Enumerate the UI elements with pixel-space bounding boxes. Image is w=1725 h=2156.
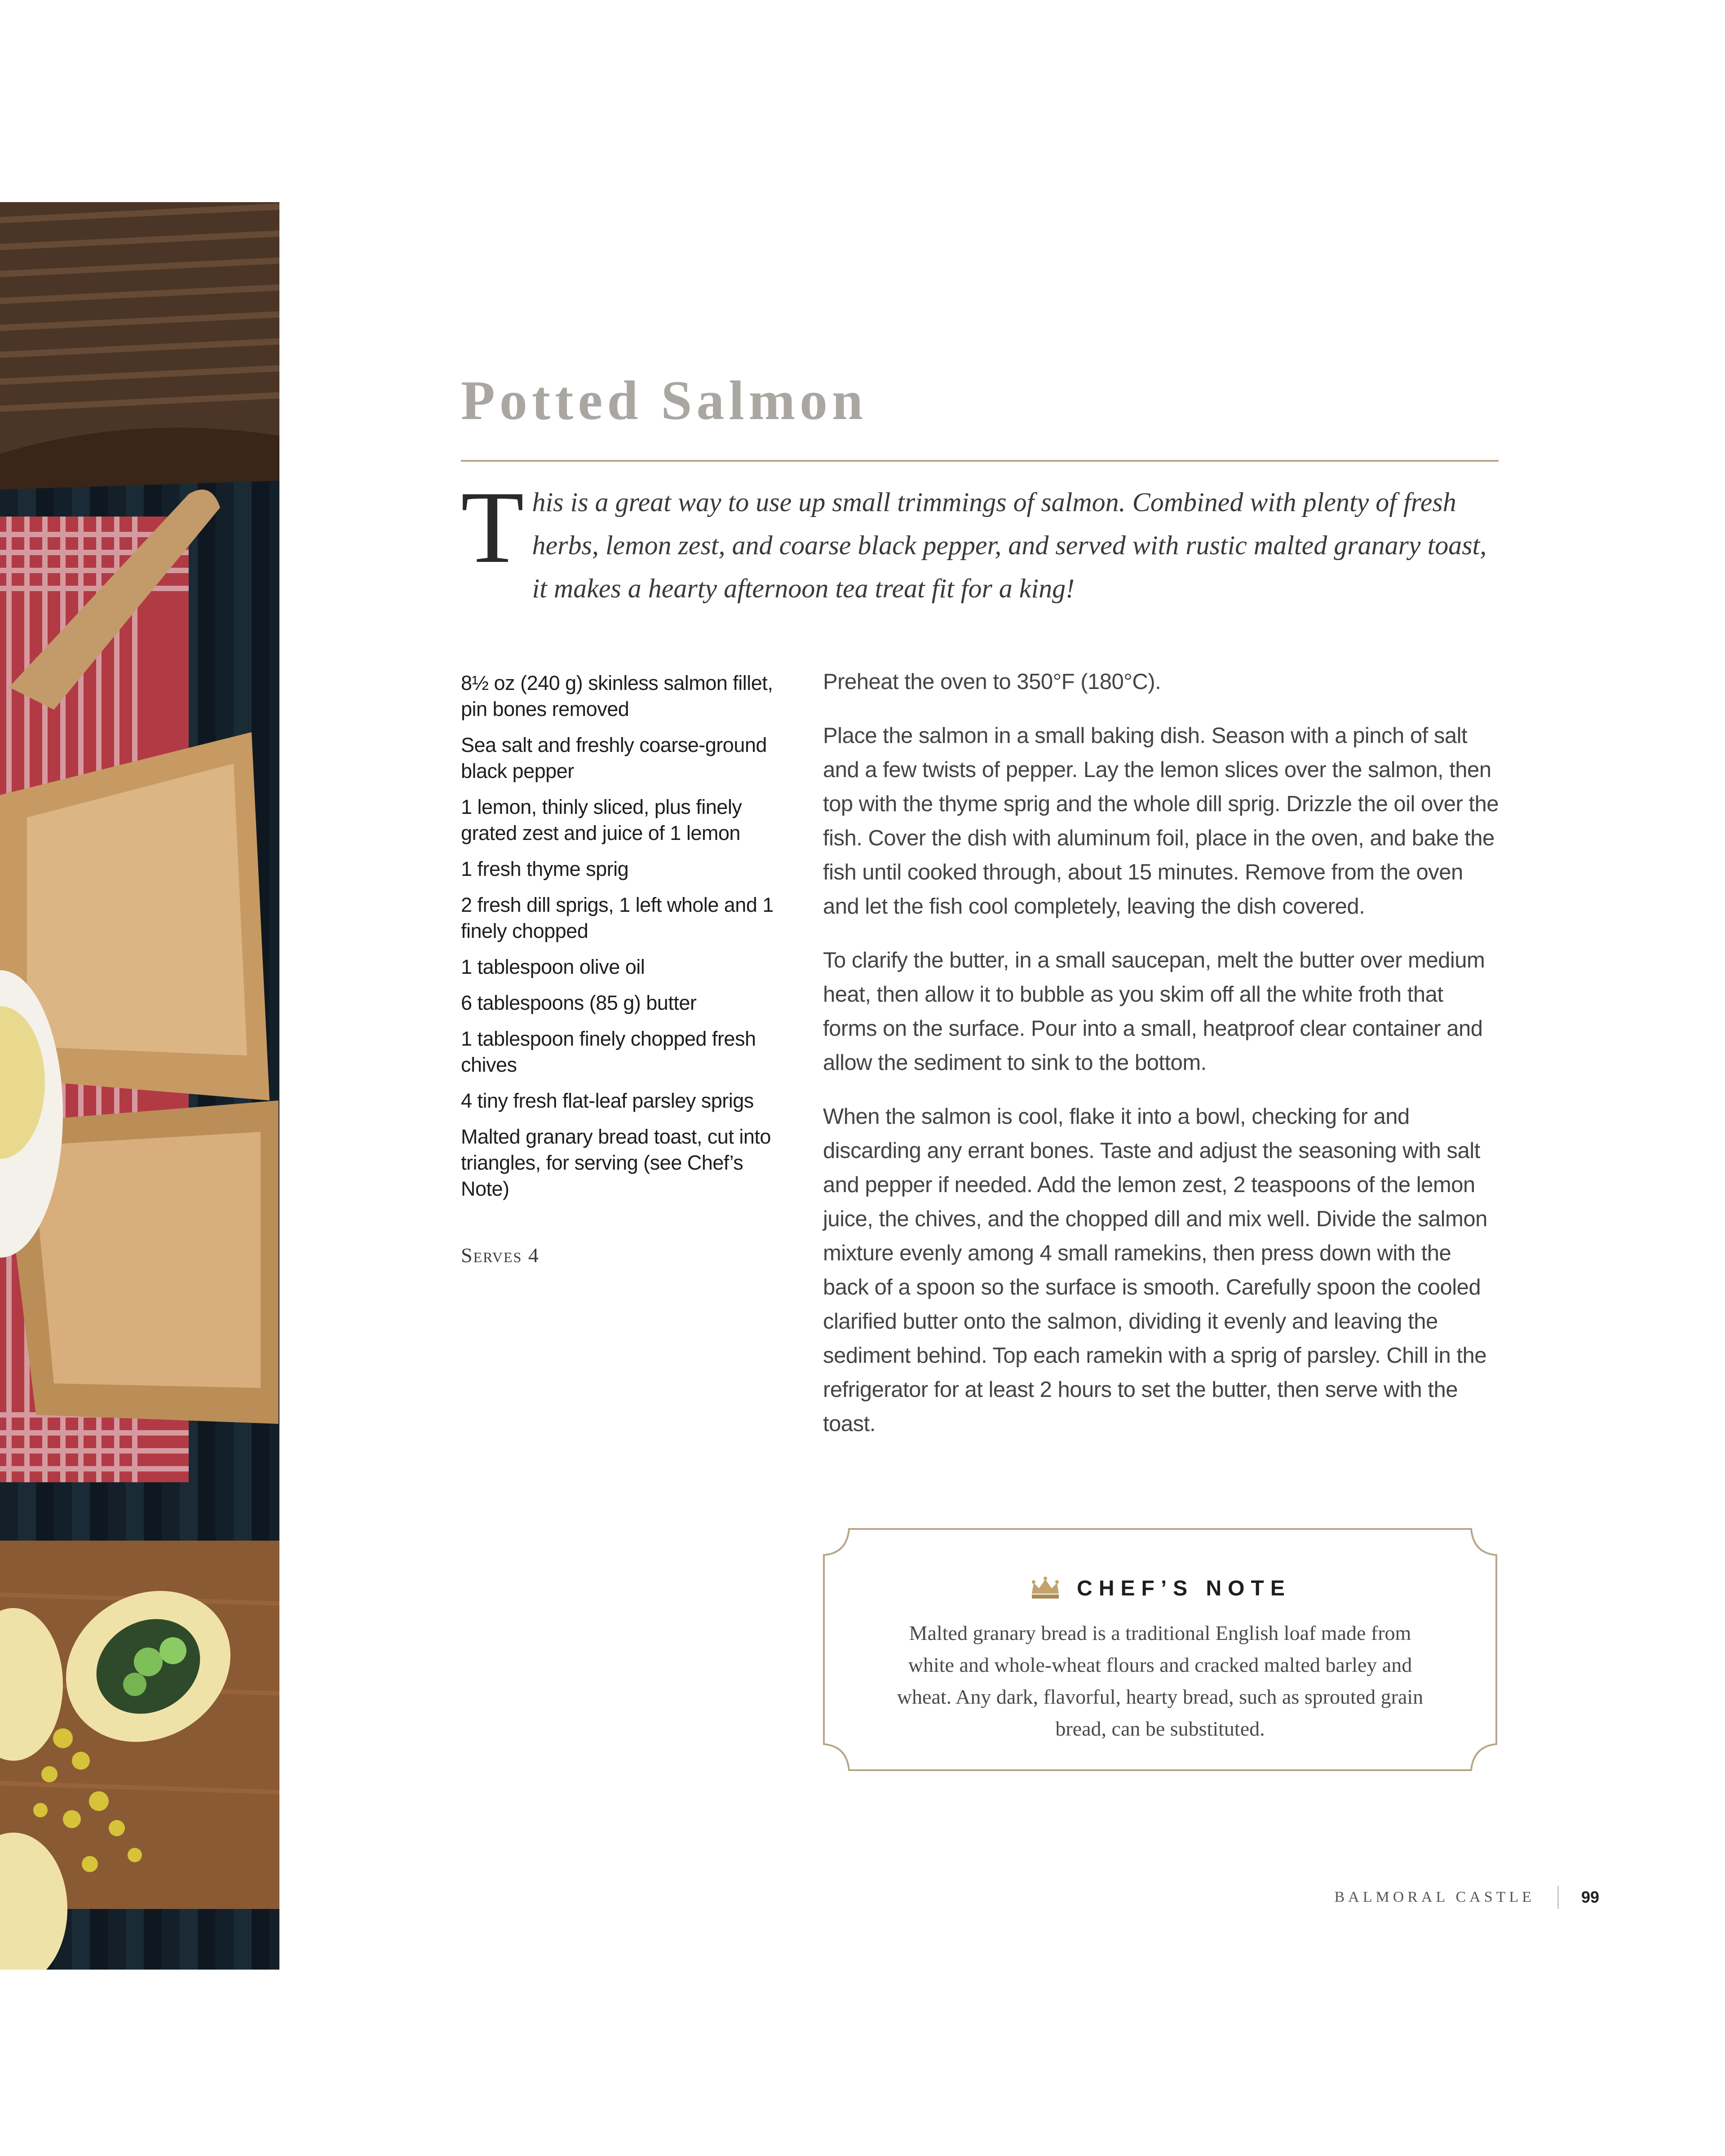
ingredient-item: 1 fresh thyme sprig bbox=[461, 857, 629, 880]
ingredient-item: 6 tablespoons (85 g) butter bbox=[461, 991, 697, 1014]
ingredients-list bbox=[461, 670, 784, 1212]
method-steps bbox=[823, 665, 1501, 1461]
intro-text: his is a great way to use up small trimmings of salmon. Combined with plenty of fresh herbs, lemon zest, and coarse black pepper, and served with rustic malted granary toast, it makes a hearty afternoon tea treat fit for a king! bbox=[532, 487, 1487, 603]
footer-divider bbox=[1557, 1886, 1559, 1909]
recipe-title: Potted Salmon bbox=[461, 370, 867, 431]
method-step: Preheat the oven to 350°F (180°C). bbox=[823, 670, 1161, 694]
ingredient-item: Malted granary bread toast, cut into triangles, for serving (see Chef’s Note) bbox=[461, 1125, 771, 1200]
ingredient-item: 2 fresh dill sprigs, 1 left whole and 1 finely chopped bbox=[461, 893, 774, 942]
note-title: CHEF’S NOTE bbox=[1077, 1576, 1291, 1600]
ingredient-item: 4 tiny fresh flat-leaf parsley sprigs bbox=[461, 1089, 754, 1112]
note-heading bbox=[822, 1576, 1498, 1601]
intro-dropcap: T bbox=[461, 470, 524, 584]
method-step: To clarify the butter, in a small saucepan, melt the butter over medium heat, then allow it to bubble as you skim off all the white froth that forms on the surface. Pour into a small, heatproof clear container and allow the sediment to sink to the bottom. bbox=[823, 948, 1485, 1075]
ingredient-item: 8½ oz (240 g) skinless salmon fillet, pin bones removed bbox=[461, 672, 773, 720]
page-number: 99 bbox=[1581, 1888, 1599, 1906]
picnic-photo-illustration bbox=[0, 202, 279, 1970]
crown-icon bbox=[1029, 1576, 1062, 1601]
serves-count: Serves 4 bbox=[461, 1244, 540, 1267]
food-photograph bbox=[0, 202, 279, 1970]
ingredient-item: 1 lemon, thinly sliced, plus finely grated zest and juice of 1 lemon bbox=[461, 795, 742, 844]
note-body: Malted granary bread is a traditional English loaf made from white and whole-wheat flours and cracked malted barley and wheat. Any dark, flavorful, hearty bread, such as sprouted grain bread, can be substituted. bbox=[897, 1621, 1424, 1740]
chefs-note-box bbox=[822, 1527, 1498, 1772]
method-step: Place the salmon in a small baking dish. Season with a pinch of salt and a few twists of pepper. Lay the lemon slices over the salmon, then top with the thyme sprig and the whole dill sprig. Drizzle the oil over the fish. Cover the dish with aluminum foil, place in the oven, and bake the fish until cooked through, about 15 minutes. Remove from the oven and let the fish cool completely, leaving the dish covered. bbox=[823, 724, 1499, 919]
method-step: When the salmon is cool, flake it into a bowl, checking for and discarding any errant bones. Taste and adjust the seasoning with salt and pepper if needed. Add the lemon zest, 2 teaspoons of the lemon juice, the chives, and the chopped dill and mix well. Divide the salmon mixture evenly among 4 small ramekins, then press down with the back of a spoon so the surface is smooth. Carefully spoon the cooled clarified butter onto the salmon, dividing it evenly and leaving the sediment behind. Top each ramekin with a sprig of parsley. Chill in the refrigerator for at least 2 hours to set the butter, then serve with the toast. bbox=[823, 1105, 1487, 1436]
running-head: BALMORAL CASTLE bbox=[1334, 1889, 1535, 1905]
recipe-intro bbox=[461, 470, 1494, 610]
page-footer bbox=[1303, 1886, 1599, 1909]
ingredient-item: 1 tablespoon finely chopped fresh chives bbox=[461, 1027, 756, 1076]
title-rule bbox=[461, 460, 1499, 462]
ingredient-item: Sea salt and freshly coarse-ground black pepper bbox=[461, 733, 767, 782]
ingredient-item: 1 tablespoon olive oil bbox=[461, 955, 645, 978]
